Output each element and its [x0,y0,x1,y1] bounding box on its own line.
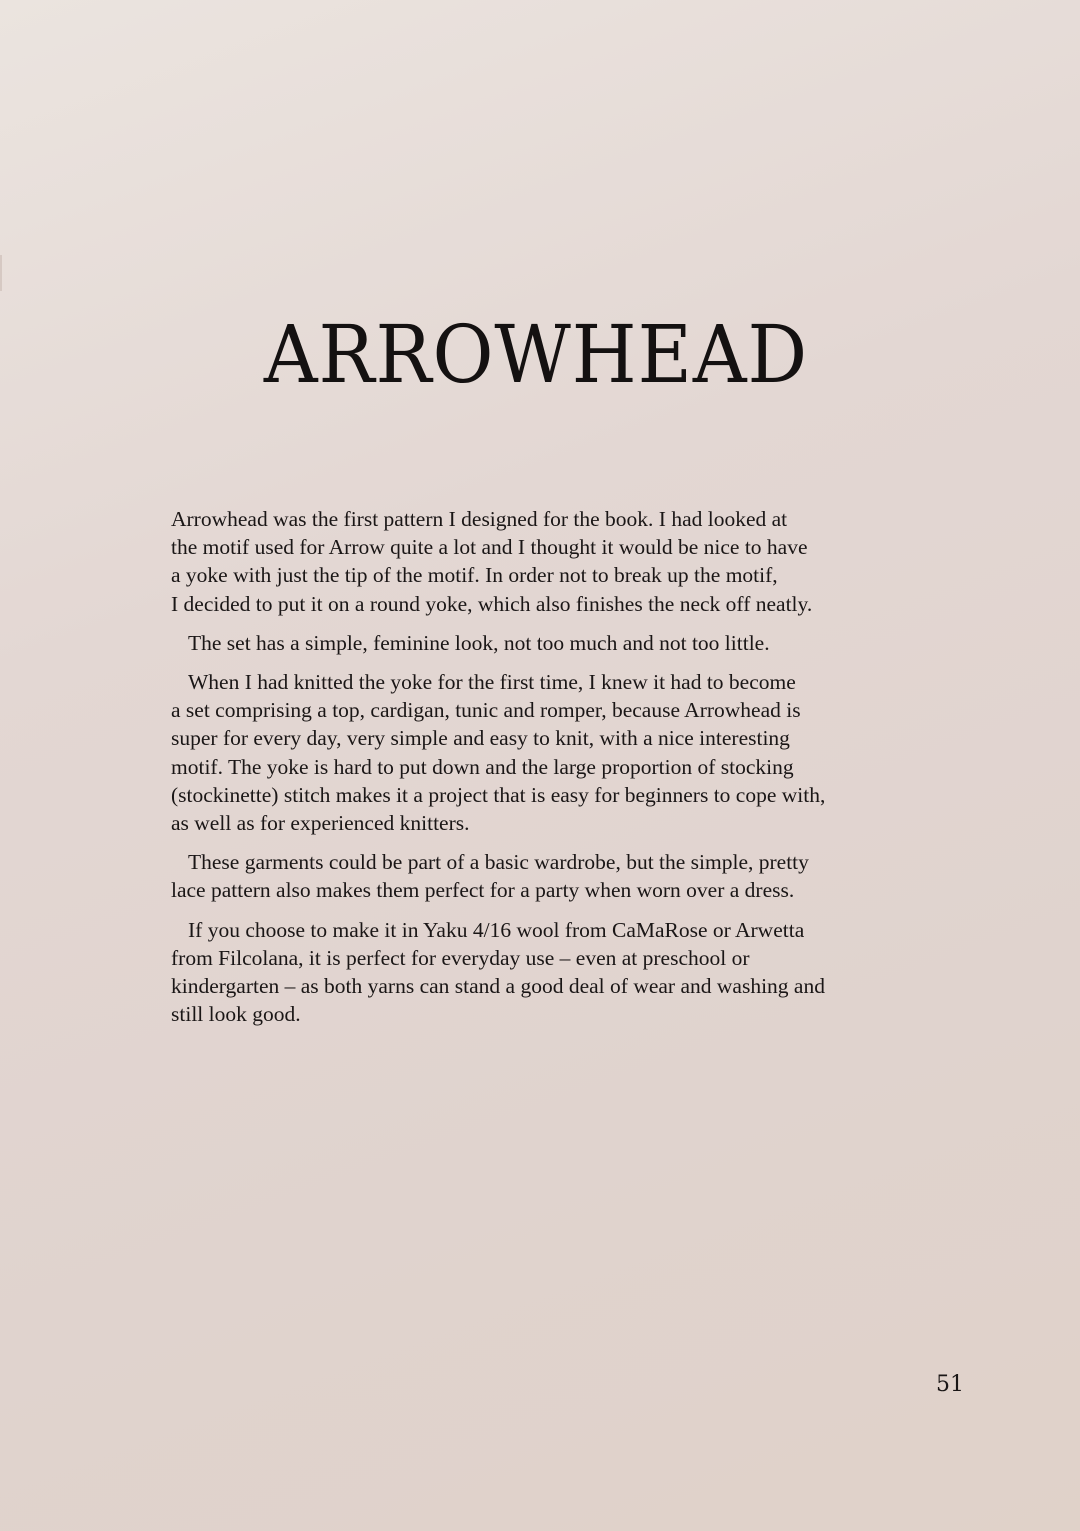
page-edge-mark [0,255,2,291]
paragraph-set-look: The set has a simple, feminine look, not too much and not too little. [188,630,770,655]
paragraph-wardrobe: These garments could be part of a basic wardrobe, but the simple, pretty lace pattern also makes them perfect for a party when worn over a dress. [171,850,809,903]
paragraph-yoke: When I had knitted the yoke for the first time, I knew it had to become a set comprising a top, cardigan, tunic and romper, because Arrowhead is super for every day, very simple and easy to knit, with a nice interesting motif. The yoke is hard to put down and the large proportion of stocking (stockinette) stitch makes it a project that is easy for beginners to cope with, as well as for experienced knitters. [171,670,826,836]
page-title: ARROWHEAD [263,308,809,401]
page-number: 51 [936,1372,964,1397]
paragraph-yarn: If you choose to make it in Yaku 4/16 wool from CaMaRose or Arwetta from Filcolana, it is perfect for everyday use – even at preschool or kindergarten – as both yarns can stand a good deal of wear and washing and still look good. [171,917,825,1027]
body-text [171,505,911,1039]
paragraph-intro: Arrowhead was the first pattern I designed for the book. I had looked at the motif used for Arrow quite a lot and I thought it would be nice to have a yoke with just the tip of the motif. In order not to break up the motif, I decided to put it on a round yoke, which also finishes the neck off neatly. [171,507,813,616]
